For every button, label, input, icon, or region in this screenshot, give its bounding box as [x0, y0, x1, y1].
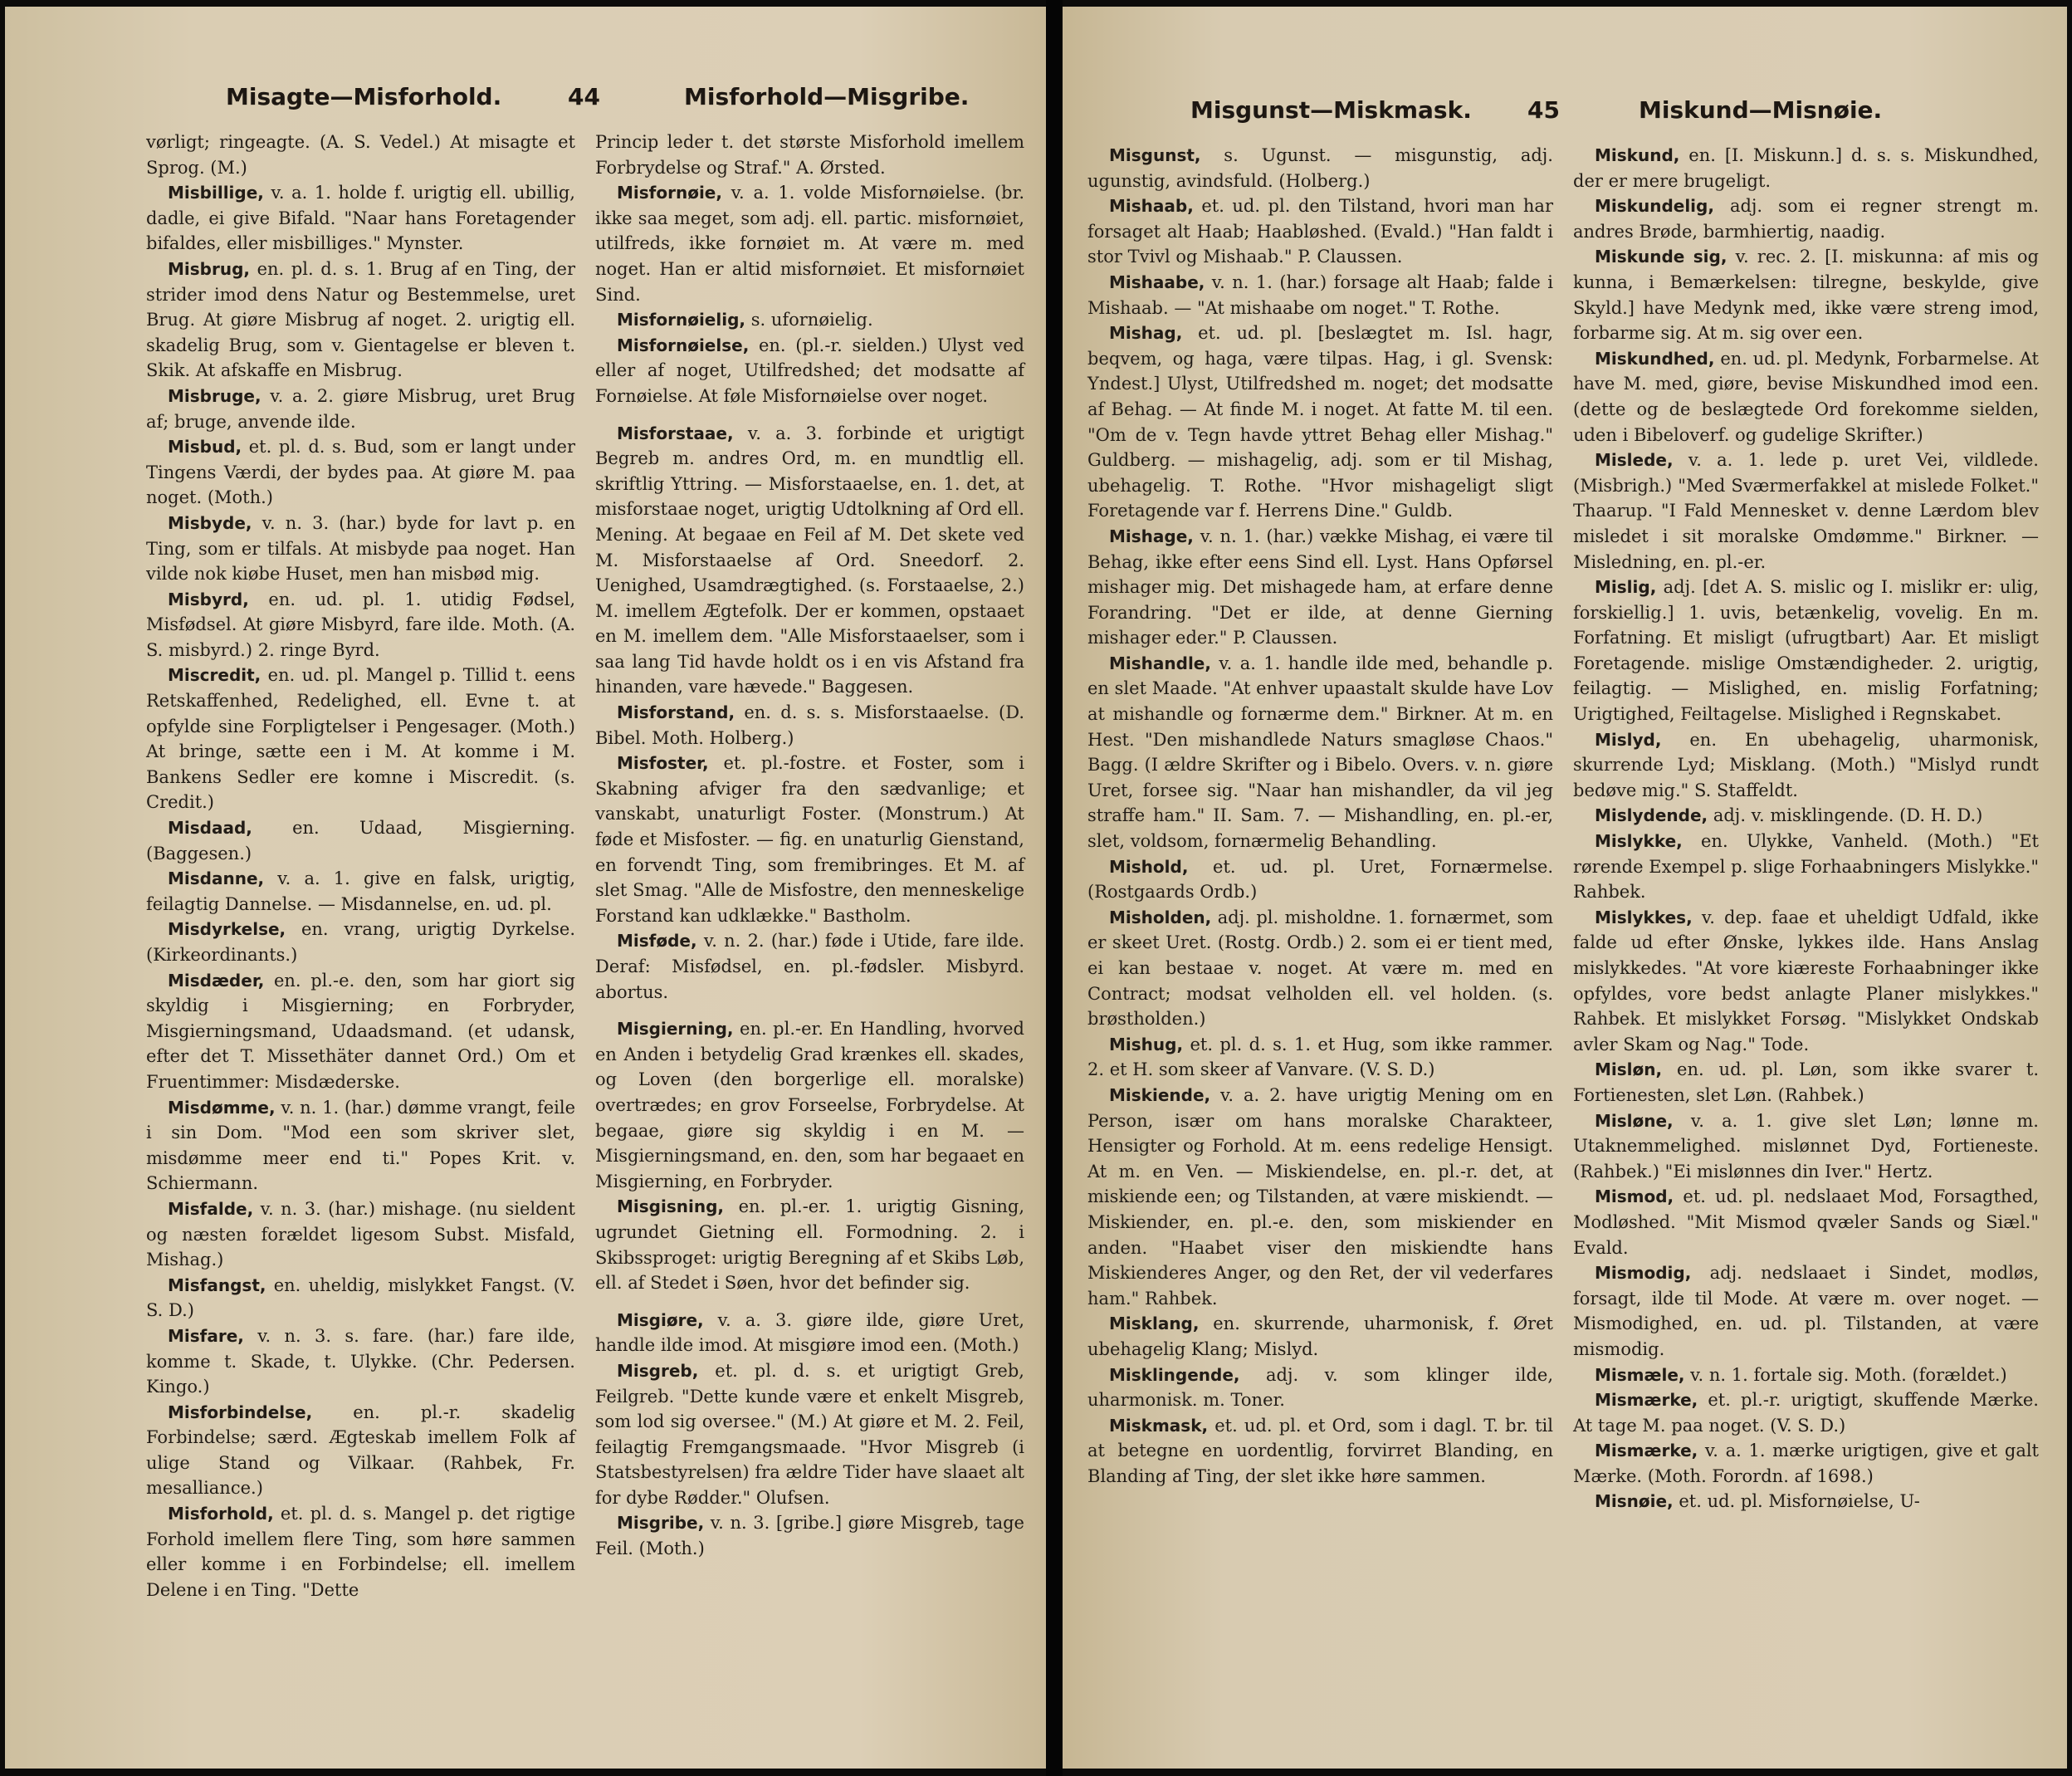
entry-definition: adj. v. misklingende. (D. H. D.): [1713, 805, 1983, 826]
dictionary-entry: [146, 1196, 575, 1273]
entry-definition: adj. som ei regner strengt m. andres Brøde, barmhiertig, naadig.: [1573, 196, 2039, 242]
entry-definition: en. skurrende, uharmonisk, f. Øret ubehagelig Klang; Mislyd.: [1087, 1314, 1553, 1359]
dictionary-columns: [146, 130, 1024, 1602]
entry-definition: en. pl.-er. En Handling, hvorved en Anden i betydelig Grad krænkes ell. skades, og Loven (den borgerlige ell. moralske) overtrædes; en grov Forseelse, Forbrydelse. At begaae, giøre sig skyldig i en M. — Misgierningsmand, en. den, som har begaaet en Misgierning, en Forbryder.: [595, 1019, 1024, 1191]
entry-definition: et. ud. pl. et Ord, som i dagl. T. br. til at betegne en uordentlig, forvirret Blanding, en Blanding af Ting, der slet ikke høre sammen.: [1087, 1415, 1553, 1486]
dictionary-entry: [595, 307, 1024, 333]
dictionary-entry: [146, 663, 575, 815]
entry-headword: Misfangst,: [168, 1275, 266, 1295]
entry-headword: Miscredit,: [168, 665, 261, 686]
dictionary-entry: [146, 257, 575, 384]
entry-headword: Misforstaae,: [617, 423, 734, 443]
entry-headword: Misbud,: [168, 437, 242, 457]
dictionary-entry: [1573, 1489, 2039, 1514]
dictionary-entry: [146, 130, 575, 180]
dictionary-entry: [595, 333, 1024, 409]
entry-headword: Mismærke,: [1595, 1441, 1698, 1461]
entry-definition: en. ud. pl. Løn, som ikke svarer t. Fortienesten, slet Løn. (Rahbek.): [1573, 1059, 2039, 1105]
dictionary-entry: [595, 700, 1024, 751]
dictionary-entry: [1573, 448, 2039, 575]
entry-headword: Mislede,: [1595, 450, 1674, 471]
entry-definition: et. pl. d. s. et urigtigt Greb, Feilgreb. "Dette kunde være et enkelt Misgreb, som lod sig oversee." (M.) At giøre et M. 2. Feil, feilagtig Fremgangsmaade. "Hvor Misgreb (i Statsbestyrelsen) fra ældre Tider have slaaet alt for dybe Rødder." Olufsen.: [595, 1360, 1024, 1508]
dictionary-entry: [1087, 651, 1553, 854]
page-number: 45: [1527, 96, 1560, 124]
entry-definition: v. a. 1. volde Misfornøielse. (br. ikke saa meget, som adj. ell. partic. misfornøiet, utilfreds, ikke fornøiet m. At være m. med noget. Han er altid misfornøiet. Et misfornøiet Sind.: [595, 183, 1024, 305]
dictionary-entry: [1573, 1438, 2039, 1489]
entry-headword: Misgiøre,: [617, 1309, 704, 1330]
entry-headword: Misforstand,: [617, 702, 735, 723]
entry-headword: Misbruge,: [168, 385, 261, 406]
dictionary-entry: [595, 928, 1024, 1005]
entry-definition: et. pl. d. s. Mangel p. det rigtige Forhold imellem flere Ting, som høre sammen eller komme i en Forbindelse; ell. imellem Delene i en Ting. "Dette: [146, 1504, 575, 1600]
dictionary-entry: [146, 180, 575, 257]
entry-definition: v. n. 2. (har.) føde i Utide, fare ilde. Deraf: Misfødsel, en. pl.-fødsler. Misbyrd. abortus.: [595, 931, 1024, 1002]
dictionary-entry: [1087, 143, 1553, 193]
entry-definition: v. a. 2. have urigtig Mening om en Person, især om hans moralske Charakteer, Hensigter og Forhold. At m. eens redelige Hensigt. At m. en Ven. — Miskiendelse, en. pl.-r. det, at miskiende een; og Tilstanden, at være miskiendt. — Miskiender, en. pl.-e. den, som miskiender en anden. "Haabet viser den miskiendte hans Miskienderes Anger, og den Ret, der vil vederfares ham." Rahbek.: [1087, 1084, 1553, 1309]
dictionary-entry: [146, 1501, 575, 1602]
entry-headword: Miskundelig,: [1595, 196, 1714, 217]
dictionary-entry: [1573, 143, 2039, 193]
dictionary-entry: [1573, 1260, 2039, 1362]
entry-headword: Mishug,: [1109, 1034, 1184, 1054]
entry-headword: Mishold,: [1109, 856, 1189, 877]
entry-definition: adj. v. som klinger ilde, uharmonisk. m. Toner.: [1087, 1364, 1553, 1411]
entry-definition: v. a. 1. give slet Løn; lønne m. Utaknemmelighed. mislønnet Dyd, Fortieneste. (Rahbek.) "Ei mislønnes din Iver." Hertz.: [1573, 1110, 2039, 1182]
dictionary-entry: [1573, 1363, 2039, 1388]
entry-definition: v. n. 1. (har.) vække Mishag, ei være til Behag, ikke efter eens Sind ell. Lyst. Hans Opførsel mishager mig. Det mishagede ham, at erfare denne Forandring. "Det er ilde, at denne Gierning mishager eder." P. Claussen.: [1087, 526, 1553, 648]
column: [1087, 143, 1553, 1514]
running-head-first-word: Misagte—Misforhold.: [226, 83, 502, 110]
entry-headword: Mishaab,: [1109, 196, 1194, 217]
entry-headword: Misføde,: [617, 931, 697, 952]
dictionary-entry: [146, 815, 575, 866]
running-head: [146, 73, 1024, 123]
dictionary-entry: [595, 1194, 1024, 1295]
entry-headword: Mishag,: [1109, 323, 1183, 344]
entry-definition: et. pl.-fostre. et Foster, som i Skabning afviger fra den sædvanlige; et vanskabt, unaturligt Foster. (Monstrum.) At føde et Misfoster. — fig. en unaturlig Gienstand, en forvendt Ting, som fremibringes. Et M. af slet Smag. "Alle de Misfostre, den menneskelige Forstand kan udklække." Bastholm.: [595, 753, 1024, 926]
dictionary-entry: [1087, 1363, 1553, 1413]
dictionary-entry: [1573, 346, 2039, 448]
entry-headword: Misklingende,: [1109, 1364, 1240, 1385]
entry-definition: v. n. 3. [gribe.] giøre Misgreb, tage Feil. (Moth.): [595, 1513, 1024, 1559]
entry-definition: v. a. 1. mærke urigtigen, give et galt Mærke. (Moth. Forordn. af 1698.): [1573, 1441, 2039, 1486]
entry-headword: Misbyde,: [168, 512, 252, 533]
entry-definition: v. a. 3. giøre ilde, giøre Uret, handle ilde imod. At misgiøre imod een. (Moth.): [595, 1309, 1024, 1356]
entry-definition: v. a. 1. lede p. uret Vei, vildlede. (Misbrigh.) "Med Sværmerfakkel at mislede Folket." Thaarup. "I Fald Mennesket v. denne Lærdom blev misledet i sit moralske Omdømme." Birkner. — Misledning, en. pl.-er.: [1573, 450, 2039, 572]
dictionary-entry: [1573, 803, 2039, 829]
dictionary-entry: [1087, 1413, 1553, 1490]
entry-definition: en. d. s. s. Misforstaaelse. (D. Bibel. Moth. Holberg.): [595, 702, 1024, 748]
dictionary-entry: [595, 130, 1024, 180]
entry-definition: v. n. 1. (har.) dømme vrangt, feile i sin Dom. "Mod een som skriver slet, misdømme meer end ti." Popes Krit. v. Schiermann.: [146, 1097, 575, 1194]
entry-headword: Misholden,: [1109, 907, 1212, 927]
entry-definition: v. n. 1. (har.) forsage alt Haab; falde i Mishaab. — "At mishaabe om noget." T. Rothe.: [1087, 272, 1553, 318]
dictionary-entry: [1087, 270, 1553, 320]
dictionary-entry: [1087, 193, 1553, 270]
dictionary-entry: [146, 917, 575, 967]
dictionary-entry: [1087, 1083, 1553, 1311]
entry-headword: Mislyd,: [1595, 729, 1662, 750]
entry-headword: Misbillige,: [168, 183, 264, 203]
dictionary-entry: [1573, 193, 2039, 244]
dictionary-entry: [146, 1323, 575, 1400]
entry-headword: Miskunde sig,: [1595, 247, 1727, 267]
dictionary-entry: [146, 866, 575, 917]
dictionary-entry: [1573, 244, 2039, 345]
entry-headword: Misforbindelse,: [168, 1402, 313, 1422]
entry-definition: adj. nedslaaet i Sindet, modløs, forsagt, ilde til Mode. At være m. over noget. — Mismodighed, en. ud. pl. Tilstanden, at være mismodig.: [1573, 1263, 2039, 1359]
entry-definition: en. pl. d. s. 1. Brug af en Ting, der strider imod dens Natur og Bestemmelse, uret Brug. At giøre Misbrug af noget. 2. urigtig ell. skadelig Brug, som v. Gientagelse er bleven t. Skik. At afskaffe en Misbrug.: [146, 258, 575, 381]
entry-headword: Misgribe,: [617, 1513, 705, 1534]
entry-headword: Misfornøie,: [617, 183, 722, 203]
dictionary-entry: [595, 751, 1024, 928]
entry-headword: Misfare,: [168, 1325, 244, 1346]
entry-headword: Misbyrd,: [168, 589, 249, 609]
entry-headword: Misløne,: [1595, 1110, 1674, 1131]
dictionary-entry: [1087, 320, 1553, 524]
entry-definition: et. ud. pl. Uret, Fornærmelse. (Rostgaards Ordb.): [1087, 856, 1553, 903]
entry-headword: Mismærke,: [1595, 1390, 1698, 1411]
dictionary-entry: [595, 1016, 1024, 1194]
dictionary-entry: [595, 1308, 1024, 1358]
entry-headword: Misgisning,: [617, 1196, 724, 1217]
entry-headword: Misfornøielig,: [617, 310, 745, 330]
entry-definition: et. pl.-r. urigtigt, skuffende Mærke. At tage M. paa noget. (V. S. D.): [1573, 1390, 2039, 1436]
entry-headword: Mislykkes,: [1595, 907, 1693, 927]
entry-headword: Miskmask,: [1109, 1415, 1209, 1436]
entry-definition: v. a. 2. giøre Misbrug, uret Brug af; bruge, anvende ilde.: [146, 385, 575, 432]
entry-definition: en. ud. pl. 1. utidig Fødsel, Misfødsel. At giøre Misbyrd, fare ilde. Moth. (A. S. misbyrd.) 2. ringe Byrd.: [146, 589, 576, 660]
entry-definition: en. pl.-er. 1. urigtig Gisning, ugrundet Gietning ell. Formodning. 2. i Skibssproget: urigtig Beregning af et Skibs Løb, ell. af Stedet i Søen, hvor det befinder sig.: [595, 1196, 1024, 1294]
dictionary-entry: [1573, 727, 2039, 804]
dictionary-entry: [146, 1095, 575, 1196]
dictionary-entry: [1573, 1387, 2039, 1438]
entry-definition: v. n. 1. fortale sig. Moth. (forældet.): [1690, 1364, 2007, 1385]
dictionary-entry: [146, 511, 575, 587]
entry-definition: v. a. 3. forbinde et urigtigt Begreb m. andres Ord, m. en mundtlig ell. skriftlig Yttring. — Misforstaaelse, en. 1. det, at misforstaae noget, urigtig Udtolkning af Ord ell. Mening. At begaae en Feil af M. Det skete ved M. Misforstaaelse af Ord. Sneedorf. 2. Uenighed, Usamdrægtighed. (s. Forstaaelse, 2.) M. imellem Ægtefolk. Der er kommen, opstaaet en M. imellem dem. "Alle Misforstaaelser, som i saa lang Tid havde holdt os i en vis Afstand fra hinanden, vare hævede." Baggesen.: [595, 423, 1024, 697]
entry-headword: Miskiende,: [1109, 1084, 1211, 1105]
running-head: [1087, 86, 2039, 136]
entry-definition: en. uheldig, mislykket Fangst. (V. S. D.): [146, 1275, 575, 1321]
entry-definition: en. ud. pl. Medynk, Forbarmelse. At have M. med, giøre, bevise Miskundhed imod een. (dette og de beslægtede Ord forekomme sielden, uden i Bibeloverf. og gudelige Skrifter.): [1573, 348, 2039, 445]
entry-headword: Misnøie,: [1595, 1491, 1674, 1512]
entry-headword: Misklang,: [1109, 1314, 1200, 1334]
dictionary-entry: [146, 1400, 575, 1501]
dictionary-entry: [146, 434, 575, 511]
entry-definition: Princip leder t. det største Misforhold imellem Forbrydelse og Straf." A. Ørsted.: [595, 132, 1024, 178]
entry-definition: s. Ugunst. — misgunstig, adj. ugunstig, avindsfuld. (Holberg.): [1087, 145, 1553, 191]
dictionary-entry: [1573, 829, 2039, 905]
entry-definition: et. ud. pl. Misfornøielse, U-: [1679, 1491, 1920, 1512]
entry-definition: en. (pl.-r. sielden.) Ulyst ved eller af noget, Utilfredshed; det modsatte af Fornøielse. At føle Misfornøielse over noget.: [595, 335, 1024, 406]
dictionary-entry: [1573, 1184, 2039, 1260]
entry-definition: en. En ubehagelig, uharmonisk, skurrende Lyd; Misklang. (Moth.) "Mislyd rundt bedøve mig." S. Staffeldt.: [1573, 729, 2039, 800]
entry-definition: v. n. 3. (har.) mishage. (nu sieldent og næsten forældet ligesom Subst. Misfald, Mishag.): [146, 1198, 575, 1270]
entry-headword: Mishage,: [1109, 526, 1194, 546]
entry-definition: adj. pl. misholdne. 1. fornærmet, som er skeet Uret. (Rostg. Ordb.) 2. som ei er tient med, ei kan bestaae v. noget. At være m. med en Contract; modsat velholden ell. vel holden. (s. brøstholden.): [1087, 907, 1553, 1030]
page-number: 44: [568, 83, 600, 110]
entry-headword: Misdømme,: [168, 1097, 276, 1118]
dictionary-entry: [1087, 524, 1553, 651]
right-page: [1063, 7, 2067, 1769]
entry-headword: Misforhold,: [168, 1504, 274, 1524]
entry-headword: Miskund,: [1595, 145, 1680, 165]
dictionary-entry: [595, 1358, 1024, 1511]
left-page: [5, 7, 1046, 1769]
entry-definition: vørligt; ringeagte. (A. S. Vedel.) At misagte et Sprog. (M.): [146, 132, 575, 178]
entry-headword: Misfoster,: [617, 753, 709, 774]
column: [595, 130, 1024, 1602]
dictionary-entry: [1573, 575, 2039, 727]
entry-headword: Misdyrkelse,: [168, 919, 286, 940]
entry-headword: Misløn,: [1595, 1059, 1663, 1080]
dictionary-entry: [595, 421, 1024, 701]
dictionary-entry: [1087, 854, 1553, 905]
entry-headword: Mismæle,: [1595, 1364, 1685, 1385]
column: [1573, 143, 2039, 1514]
entry-definition: en. Ulykke, Vanheld. (Moth.) "Et rørende Exempel p. slige Forhaabningers Mislykke." Rahbek.: [1573, 831, 2039, 903]
dictionary-entry: [1087, 1032, 1553, 1083]
entry-headword: Mislydende,: [1595, 805, 1708, 826]
dictionary-entry: [595, 180, 1024, 307]
running-head-last-word: Misforhold—Misgribe.: [684, 83, 970, 110]
entry-definition: en. [I. Miskunn.] d. s. s. Miskundhed, der er mere brugeligt.: [1573, 145, 2039, 191]
entry-definition: et. ud. pl. [beslægtet m. Isl. hagr, beqvem, og haga, være tilpas. Hag, i gl. Svensk: Yndest.] Ulyst, Utilfredshed m. noget; det modsatte af Behag. — At finde M. i noget. At fatte M. til een. "Om de v. Tegn havde yttret Behag eller Mishag." Guldberg. — mishagelig, adj. som er til Mishag, ubehagelig. T. Rothe. "Hvor mishageligt sligt Foretagende var f. Herrens Dine." Guldb.: [1087, 323, 1553, 521]
dictionary-entry: [146, 587, 575, 663]
entry-definition: v. a. 1. give en falsk, urigtig, feilagtig Dannelse. — Misdannelse, en. ud. pl.: [146, 868, 575, 914]
entry-definition: v. a. 1. holde f. urigtig ell. ubillig, dadle, ei give Bifald. "Naar hans Foretagender bifaldes, eller misbilliges." Mynster.: [146, 183, 575, 254]
entry-definition: en. Udaad, Misgierning. (Baggesen.): [146, 818, 575, 864]
entry-headword: Misbrug,: [168, 258, 250, 279]
entry-definition: v. a. 1. handle ilde med, behandle p. en slet Maade. "At enhver upaastalt skulde have Lov at mishandle og fornærme dem." Birkner. At m. en Hest. "Den mishandlede Naturs smagløse Chaos." Bagg. (I ældre Skrifter og i Bibelo. Overs. v. n. giøre Uret, forsee sig. "Naar han mishandler, da vil jeg straffe ham." II. Sam. 7. — Mishandling, en. pl.-er, slet, voldsom, fornærmelig Behandling.: [1087, 653, 1553, 852]
dictionary-entry: [1087, 1311, 1553, 1362]
entry-headword: Miskundhed,: [1595, 348, 1715, 369]
entry-headword: Misgreb,: [617, 1360, 699, 1381]
entry-definition: v. rec. 2. [I. miskunna: af mis og kunna, i Bemærkelsen: tilregne, beskylde, give Skyld.] have Medynk med, ikke være streng imod, forbarme sig. At m. sig over een.: [1573, 247, 2039, 344]
dictionary-entry: [1573, 1108, 2039, 1185]
entry-headword: Mismodig,: [1595, 1263, 1692, 1284]
running-head-first-word: Misgunst—Miskmask.: [1190, 96, 1472, 124]
entry-definition: v. n. 3. s. fare. (har.) fare ilde, komme t. Skade, t. Ulykke. (Chr. Pedersen. Kingo.): [146, 1325, 575, 1397]
dictionary-entry: [146, 968, 575, 1095]
entry-definition: et. pl. d. s. 1. et Hug, som ikke rammer. 2. et H. som skeer af Vanvare. (V. S. D.): [1087, 1034, 1553, 1080]
entry-definition: v. n. 3. (har.) byde for lavt p. en Ting, som er tilfals. At misbyde paa noget. Han vilde nok kiøbe Huset, men han misbød mig.: [146, 512, 575, 585]
entry-headword: Misgierning,: [617, 1019, 734, 1040]
entry-definition: en. pl.-e. den, som har giort sig skyldig i Misgierning; en Forbryder, Misgierningsmand, Udaadsmand. (et udansk, efter det T. Missethäter dannet Ord.) Om et Fruentimmer: Misdæderske.: [146, 970, 575, 1092]
dictionary-entry: [595, 1510, 1024, 1561]
entry-headword: Misdaad,: [168, 818, 252, 839]
entry-headword: Mislig,: [1595, 577, 1657, 598]
entry-headword: Mismod,: [1595, 1186, 1674, 1207]
entry-definition: en. vrang, urigtig Dyrkelse. (Kirkeordinants.): [146, 919, 575, 965]
entry-headword: Misdanne,: [168, 868, 265, 889]
book-gutter: [1046, 0, 1063, 1776]
entry-headword: Misgunst,: [1109, 145, 1201, 165]
entry-definition: en. ud. pl. Mangel p. Tillid t. eens Retskaffenhed, Redelighed, ell. Evne t. at opfylde sine Forpligtelser i Pengesager. (Moth.) At bringe, sætte een i M. At komme i M. Bankens Sedler ere komne i Miscredit. (s. Credit.): [146, 665, 576, 813]
entry-headword: Mislykke,: [1595, 831, 1683, 852]
entry-definition: et. ud. pl. den Tilstand, hvori man har forsaget alt Haab; Haabløshed. (Evald.) "Han faldt i stor Tvivl og Mishaab." P. Claussen.: [1087, 196, 1553, 267]
dictionary-entry: [1573, 1057, 2039, 1108]
dictionary-entry: [146, 384, 575, 434]
dictionary-entry: [1573, 905, 2039, 1058]
entry-definition: v. dep. faae et uheldigt Udfald, ikke falde ud efter Ønske, lykkes ilde. Hans Anslag mislykkedes. "At vore kiæreste Forhaabninger ikke opfyldes, vore bedst anlagte Planer mislykkes." Rahbek. Et mislykket Forsøg. "Mislykket Ondskab avler Skam og Nag." Tode.: [1573, 907, 2039, 1054]
entry-definition: en. pl.-r. skadelig Forbindelse; særd. Ægteskab imellem Folk af ulige Stand og Vilkaar. (Rahbek, Fr. mesalliance.): [146, 1402, 575, 1499]
entry-headword: Misfalde,: [168, 1198, 254, 1219]
dictionary-entry: [146, 1273, 575, 1323]
entry-definition: et. pl. d. s. Bud, som er langt under Tingens Værdi, der bydes paa. At giøre M. paa noget. (Moth.): [146, 437, 575, 508]
running-head-last-word: Miskund—Misnøie.: [1639, 96, 1883, 124]
entry-definition: adj. [det A. S. mislic og I. mislikr er: ulig, forskiellig.] 1. uvis, betænkelig, vovelig. En m. Forfatning. Et misligt (ufrugtbart) Aar. Et misligt Foretagende. mislige Omstændigheder. 2. urigtig, feilagtig. — Mislighed, en. mislig Forfatning; Urigtighed, Feiltagelse. Mislighed i Regnskabet.: [1573, 577, 2039, 725]
entry-headword: Mishaabe,: [1109, 272, 1205, 292]
dictionary-columns: [1087, 143, 2039, 1514]
entry-definition: et. ud. pl. nedslaaet Mod, Forsagthed, Modløshed. "Mit Mismod qvæler Sands og Siæl." Evald.: [1573, 1186, 2039, 1258]
entry-headword: Misfornøielse,: [617, 335, 750, 355]
entry-definition: s. ufornøielig.: [750, 310, 873, 330]
column: [146, 130, 575, 1602]
dictionary-entry: [1087, 905, 1553, 1032]
entry-headword: Mishandle,: [1109, 653, 1211, 673]
entry-headword: Misdæder,: [168, 970, 265, 991]
